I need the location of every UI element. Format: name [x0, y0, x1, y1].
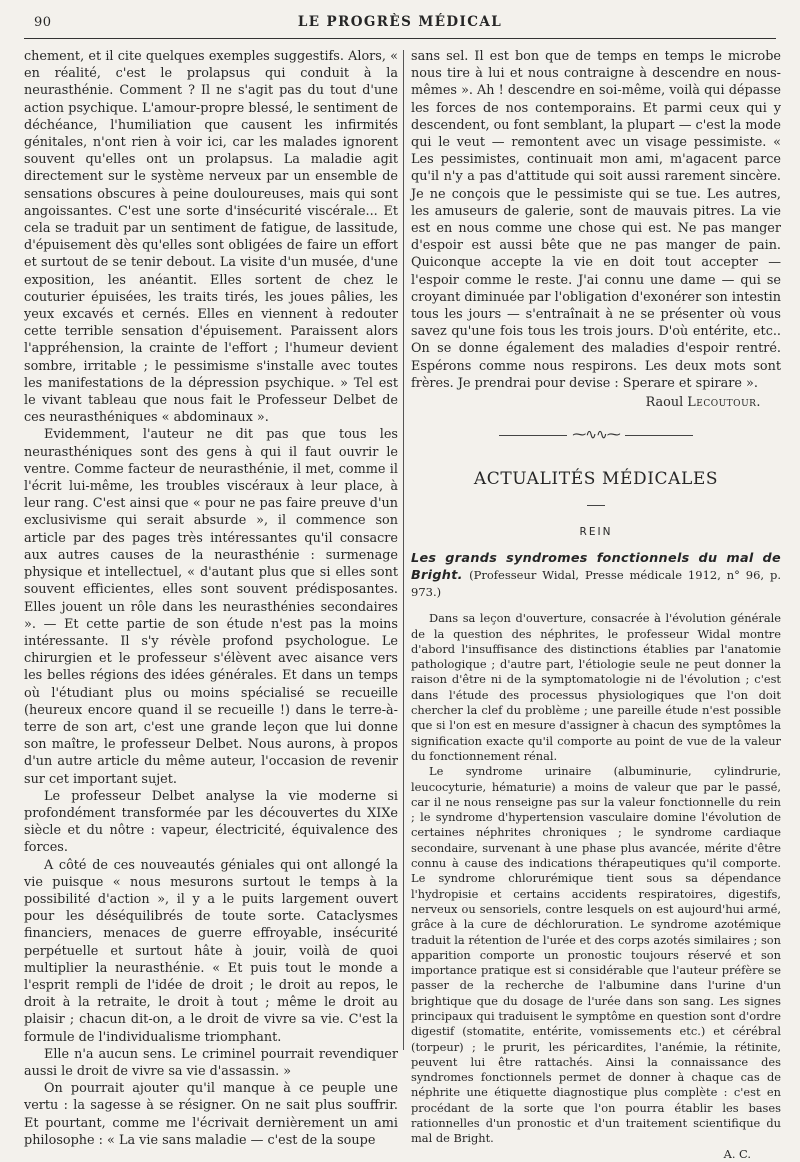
- paragraph: Le professeur Delbet analyse la vie moderne si profondément transformée par les découvertes du XIXe siècle et du nôtre : vapeur, électricité, équivalence des forces.: [24, 788, 398, 856]
- article-reference: (Professeur Widal, Presse médicale 1912, n° 96, p. 973.): [411, 568, 781, 600]
- paragraph: A côté de ces nouveautés géniales qui ont allongé la vie puisque « nous mesurons surtout le temps à la possibilité d'action », il y a le puits largement ouvert pour les déséquilibrés de toute sorte. Cataclysmes financiers, menaces de guerre effroyable, insécurité perpétuelle et surtout hâte à jouir, voilà de quoi multiplier la neurasthénie. « Et puis tout le monde a l'esprit rempli de l'idée de droit ; le droit au repos, le droit à la retraite, le droit à tout ; même le droit au plaisir ; chacun dit-on, a le droit de vivre sa vie. C'est la formule de l'individualisme triomphant.: [24, 857, 398, 1045]
- subheading: REIN: [579, 526, 613, 539]
- flourish-line-left: [499, 435, 567, 436]
- paragraph: Evidemment, l'auteur ne dit pas que tous les neurasthéniques sont des gens à qui il faut ouvrir le ventre. Comme facteur de neurasthénie, il met, comme il l'écrit lui-même, les troubles viscéraux à leur place, à leur rang. C'est ainsi que « pour ne pas faire preuve d'un exclusivisme qui serait absurde », il commence son article par des pages très intéressantes qu'il consacre aux autres causes de la neurasthénie : surmenage physique et intellectuel, « d'autant plus que si elles sont souvent efficientes, elles sont souvent prédisposantes. Elles jouent un rôle dans les neurasthénies secondaires ». — Et cette partie de son étude n'est pas la moins intéressante. Il s'y révèle profond psychologue. Le chirurgien et le professeur s'élèvent avec aisance vers les belles régions des idées générales. Et dans un temps où l'étudiant plus ou moins spécialisé se recueille (heureux encore quand il se recueille !) dans le terre-à-terre de son art, c'est une grande leçon que lui donne son maître, le professeur Delbet. Nous aurons, à propos d'un autre article du même auteur, l'occasion de revenir sur cet important sujet.: [24, 427, 398, 787]
- article-paragraph: Dans sa leçon d'ouverture, consacrée à l'évolution générale de la question des néphrites, le professeur Widal montre d'abord l'insuffisance des distinctions établies par l'anatomie pathologique ; d'autre part, l'étiologie seule ne peut donner la raison d'être ni de la symptomatologie ni de l'évolution ; c'est dans l'étude des processus physiologiques que l'on doit chercher la clef du problème ; une pareille étude n'est possible que si l'on est en mesure d'assigner à chacun des symptômes la signification exacte qu'il comporte au point de vue de la valeur du fonctionnement rénal.: [411, 611, 781, 763]
- article-initials: A. C.: [723, 1146, 751, 1161]
- paragraph: chement, et il cite quelques exemples suggestifs. Alors, « en réalité, c'est le prolapsus qui conduit à la neurasthénie. Comment ? Il ne s'agit pas du tout d'une action psychique. L'amour-propre blessé, le sentiment de déchéance, l'humiliation que causent les infirmités génitales, n'ont rien à voir ici, car les malades ignorent souvent qu'elles ont un prolapsus. La maladie agit directement sur le système nerveux par un ensemble de sensations obscures à peine douloureuses, mais qui sont angoissantes. C'est une sorte d'insécurité viscérale... Et cela se traduit par un sentiment de fatigue, de lassitude, d'épuisement dès qu'elles sont obligées de faire un effort et surtout de se tenir debout. La visite d'un musée, d'une exposition, les anéantit. Elles sortent de chez le couturier épuisées, les traits tirés, les joues pâlies, les yeux excavés et cernés. Elles en viennent à redouter cette terrible sensation d'épuisement. Paraissent alors l'appréhension, la crainte de l'effort ; l'humeur devient sombre, irritable ; le pessimisme s'installe avec toutes les manifestations de la dépression psychique. » Tel est le vivant tableau que nous fait le Professeur Delbet de ces neurasthéniques « abdominaux ».: [24, 49, 398, 426]
- left-column: [24, 48, 398, 1148]
- article-paragraph: Le syndrome urinaire (albuminurie, cylindrurie, leucocyturie, hématurie) a moins de valeur que par le passé, car il ne nous renseigne pas sur la valeur fonctionnelle du rein ; le syndrome d'hypertension vasculaire domine l'évolution de certaines néphrites chroniques ; le syndrome cardiaque secondaire, survenant à une phase plus avancée, mérite d'être connu à cause des indications thérapeutiques qu'il comporte. Le syndrome chlorurémique tient sous sa dépendance l'hydropisie et certains accidents respiratoires, digestifs, nerveux ou sensoriels, contre lesquels on est aujourd'hui armé, grâce à la cure de déchloruration. Le syndrome azotémique traduit la rétention de l'urée et des corps azotés similaires ; son apparition comporte un pronostic toujours réservé et son importance pratique est si considérable que l'auteur préfère se passer de la recherche de l'albumine dans l'urine d'un brightique que du dosage de l'urée dans son sang. Les signes principaux qui traduisent le symptôme en question sont d'ordre digestif (stomatite, entérite, vomissements etc.) et cérébral (torpeur) ; le prurit, les péricardites, l'anémie, la rétinite, peuvent lui être rattachés. Ainsi la connaissance des syndromes fonctionnels permet de donner à chaque cas de néphrite une étiquette diagnostique plus complète : c'est en procédant de la sorte que l'on pourra établir les bases rationnelles d'un pronostic et d'un traitement scientifique du mal de Bright.: [411, 764, 781, 1146]
- article-title-text: Les grands syndromes fonctionnels du mal de Bright.: [411, 551, 781, 584]
- paragraph: Elle n'a aucun sens. Le criminel pourrait revendiquer aussi le droit de vivre sa vie d'assassin. »: [24, 1046, 398, 1079]
- page-number: 90: [34, 15, 52, 30]
- article-title: [411, 550, 781, 601]
- section-flourish: [411, 427, 781, 443]
- page-header: [24, 10, 776, 40]
- running-title: LE PROGRÈS MÉDICAL: [297, 14, 503, 30]
- flourish-line-right: [625, 435, 693, 436]
- paragraph: On pourrait ajouter qu'il manque à ce peuple une vertu : la sagesse à se résigner. On ne sait plus souffrir. Et pourtant, comme me l'écrivait dernièrement un ami philosophe : « La vie sans maladie — c'est de la soupe: [24, 1081, 398, 1148]
- author-first-name: Raoul: [645, 395, 684, 411]
- paragraph: sans sel. Il est bon que de temps en temps le microbe nous tire à lui et nous contraigne à descendre en nous-mêmes ». Ah ! descendre en soi-même, voilà qui dépasse les forces de nos contemporains. Et parmi ceux qui y descendent, ou font semblant, la plupart — c'est la mode qui le veut — remontent avec un visage pessimiste. « Les pessimistes, continuait mon ami, m'agacent parce qu'il n'y a pas d'attitude qui soit aussi rarement sincère. Je ne conçois que le pessimiste qui se tue. Les autres, les amuseurs de galerie, sont de mauvais pitres. La vie est en nous comme une chose qui est. Ne pas manger d'espoir est aussi bête que ne pas manger de pain. Quiconque accepte la vie en doit tout accepter — l'espoir comme le reste. J'ai connu une dame — qui se croyant diminuée par l'obligation d'exonérer son intestin tous les jours — s'entraînait à ne se présenter où vous savez qu'une fois tous les trois jours. D'où entérite, etc.. On se donne également des maladies d'espoir rentré. Espérons comme nous respirons. Les deux mots sont frères. Je prendrai pour devise : Sperare et spirare ».: [411, 49, 781, 391]
- heading-rule: [587, 505, 605, 506]
- header-rule: [24, 38, 776, 39]
- flourish-swirl: ⁓∿∿⁓: [572, 427, 620, 444]
- column-divider: [403, 50, 404, 1050]
- author-last-name: Lecoutour.: [687, 395, 761, 411]
- section-heading: ACTUALITÉS MÉDICALES: [473, 469, 719, 490]
- author-signature: [411, 394, 761, 411]
- right-column: [411, 48, 781, 1161]
